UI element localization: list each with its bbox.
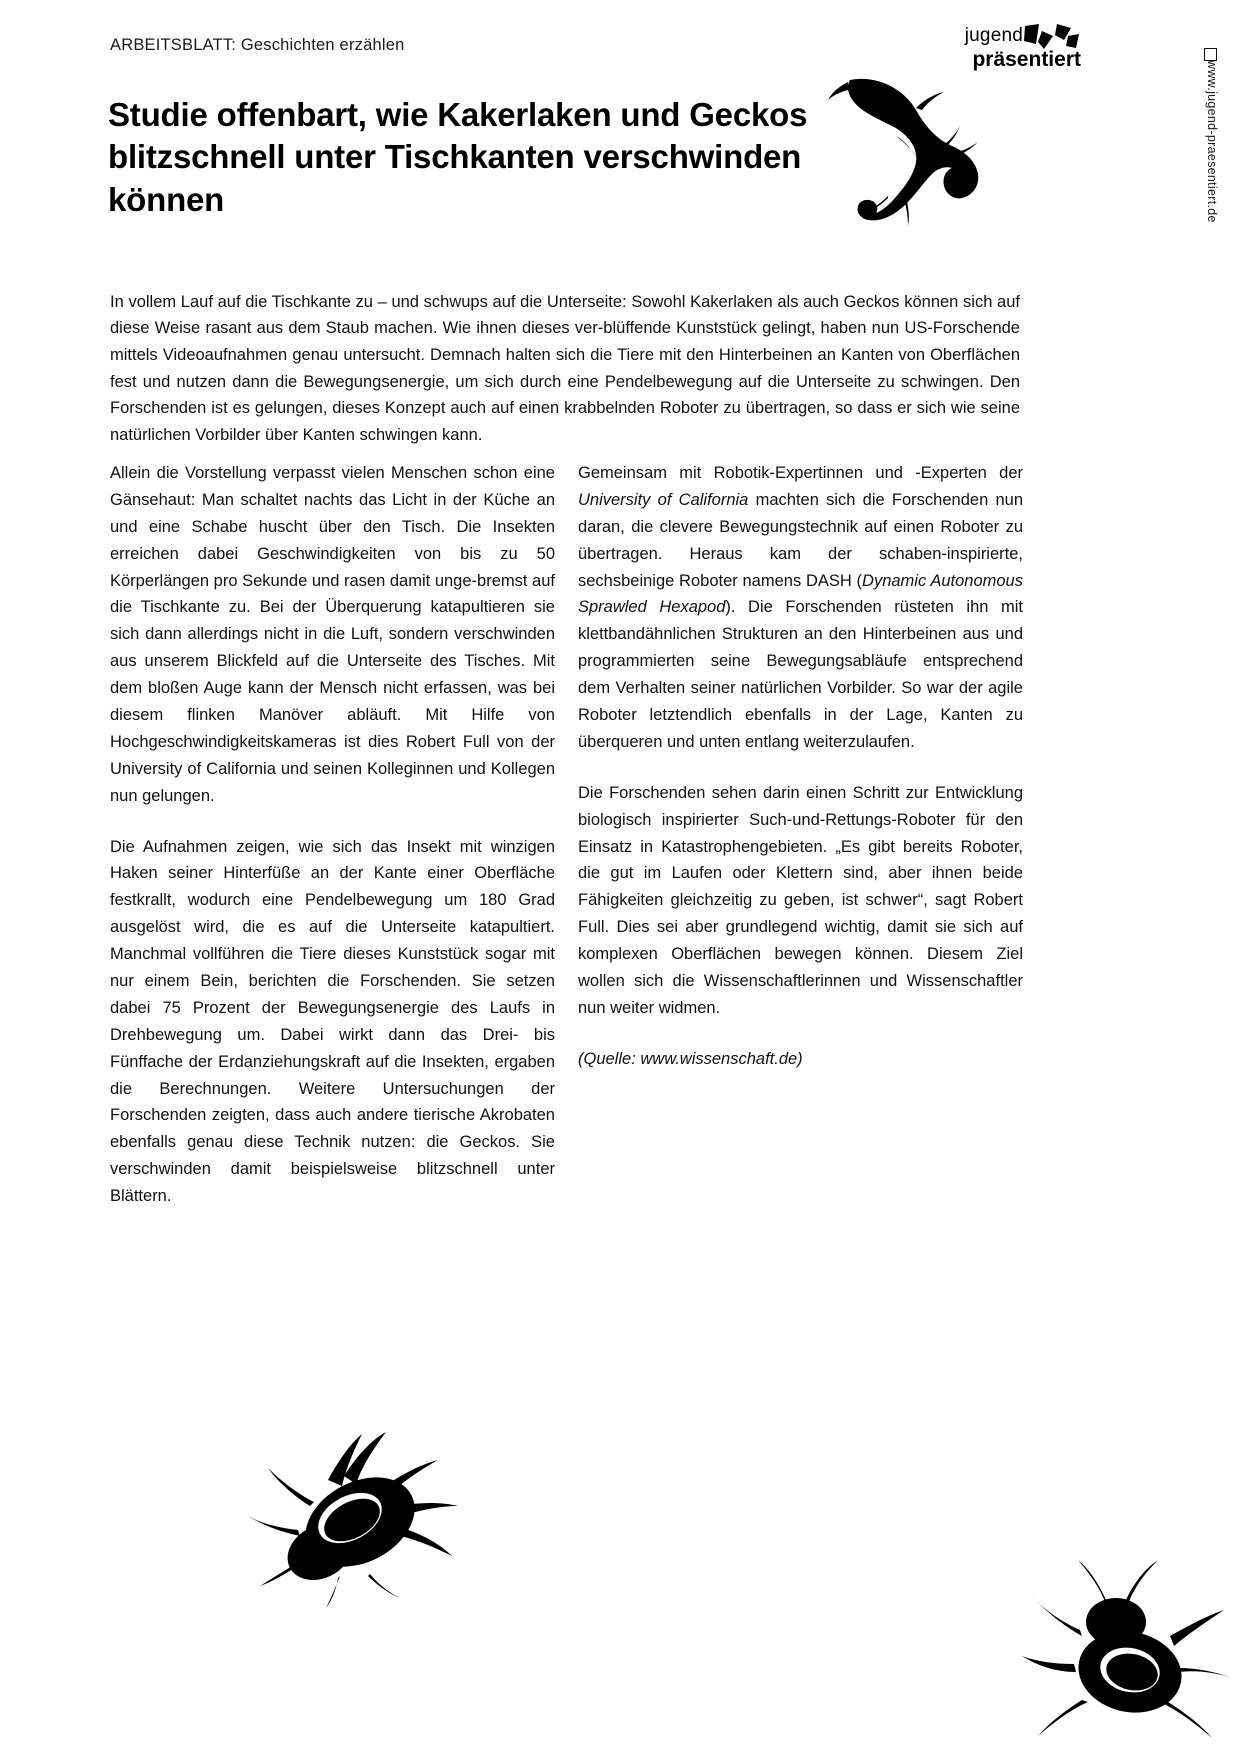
paragraph-text: ). Die Forschenden rüsteten ihn mit klettbandähnlichen Strukturen an den Hinterbeinen aus und programmierten seine Bewegungsabläufe entsprechend dem Verhalten seiner natürlichen Vorbilder. So war der agile Roboter letztendlich ebenfalls in der Lage, Kanten zu überqueren und unten entlang weiterzulaufen.: [578, 598, 1024, 751]
side-url: www.jugend-praesentiert.de: [1205, 60, 1219, 223]
cockroach-silhouette-icon: [232, 1402, 482, 1612]
paragraph: Allein die Vorstellung verpasst vielen Menschen schon eine Gänsehaut: Man schaltet nachts das Licht in der Küche an und eine Schabe huscht über den Tisch. Die Insekten erreichen dabei Geschwindigkeiten von bis zu 50 Körperlängen pro Sekunde und rasen damit unge-bremst auf die Tischkante zu. Bei der Überquerung katapultieren sie sich dann allerdings nicht in die Luft, sondern verschwinden aus unserem Blickfeld auf die Unterseite des Tisches. Mit dem bloßen Auge kann der Mensch nicht erfassen, was bei diesem flinken Manöver abläuft. Mit Hilfe von Hochgeschwindigkeitskameras ist dies Robert Full von der University of California und seinen Kolleginnen und Kollegen nun gelungen.: [110, 464, 555, 805]
cockroach-silhouette-corner-icon: [1020, 1560, 1235, 1760]
paragraph-text: machten sich die Forschenden nun daran, die clevere Bewegungstechnik auf einen Roboter zu übertragen. Heraus kam der schaben-inspirierte, sechsbeinige Roboter namens DASH (: [578, 490, 1024, 590]
paragraph: Die Aufnahmen zeigen, wie sich das Insekt mit winzigen Haken seiner Hinterfüße an der Kante einer Oberfläche festkrallt, wodurch eine Pendelbewegung um 180 Grad ausgelöst wird, die es auf die Unterseite katapultiert. Manchmal vollführen die Tiere dieses Kunststück sogar mit nur einem Bein, berichten die Forschenden. Sie setzen dabei 75 Prozent der Bewegungsenergie des Laufs in Drehbewegung um. Dabei wirkt dann das Drei- bis Fünffache der Erdanziehungskraft auf die Insekten, ergaben die Berechnungen. Weitere Untersuchungen der Forschenden zeigten, dass auch andere tierische Akrobaten ebenfalls genau diese Technik nutzen: die Geckos. Sie verschwinden damit beispielsweise blitzschnell unter Blättern.: [110, 837, 555, 1206]
emphasis-university: University of California: [578, 490, 749, 509]
brand-logo-line2: präsentiert: [972, 47, 1081, 71]
paragraph: [578, 460, 1023, 756]
source-note: (Quelle: www.wissenschaft.de): [578, 1049, 803, 1068]
paragraph-text: Gemeinsam mit Robotik-Expertinnen und -Experten der: [578, 464, 1023, 482]
emphasis-dash-expansion: Dynamic Autonomous Sprawled Hexapod: [578, 571, 1023, 617]
jugend-praesentiert-mark-icon: [1023, 22, 1079, 52]
body-column-left: [110, 460, 555, 1210]
paragraph: Die Forschenden sehen darin einen Schritt zur Entwicklung biologisch inspirierter Such-und-Rettungs-Roboter für den Einsatz in Katastrophengebieten. „Es gibt bereits Roboter, die gut im Laufen oder Klettern sind, aber ihnen beide Fähigkeiten gleichzeitig zu geben, ist schwer“, sagt Robert Full. Dies sei aber grundlegend wichtig, damit sie sich auf komplexen Oberflächen bewegen können. Diesem Ziel wollen sich die Wissenschaftlerinnen und Wissenschaftler nun weiter widmen.: [578, 783, 1023, 1017]
intro-paragraph: In vollem Lauf auf die Tischkante zu – und schwups auf die Unterseite: Sowohl Kakerlaken als auch Geckos können sich auf diese Weise rasant aus dem Staub machen. Wie ihnen dieses ver-blüffende Kunststück gelingt, haben nun US-Forschende mittels Videoaufnahmen genau untersucht. Demnach halten sich die Tiere mit den Hinterbeinen an Kanten von Oberflächen fest und nutzen dann die Bewegungsenergie, um sich durch eine Pendelbewegung auf die Unterseite zu schwingen. Den Forschenden ist es gelungen, dieses Konzept auch auf einen krabbelnden Roboter zu übertragen, so dass er sich wie seine natürlichen Vorbilder über Kanten schwingen kann.: [110, 292, 1020, 445]
gecko-silhouette-icon: [820, 70, 1010, 240]
body-column-right: [578, 460, 1023, 1073]
worksheet-kicker: ARBEITSBLATT: Geschichten erzählen: [110, 36, 405, 54]
brand-logo-line1: jugend: [964, 25, 1023, 46]
page-title: Studie offenbart, wie Kakerlaken und Geckos blitzschnell unter Tischkanten verschwinden können: [108, 96, 808, 218]
